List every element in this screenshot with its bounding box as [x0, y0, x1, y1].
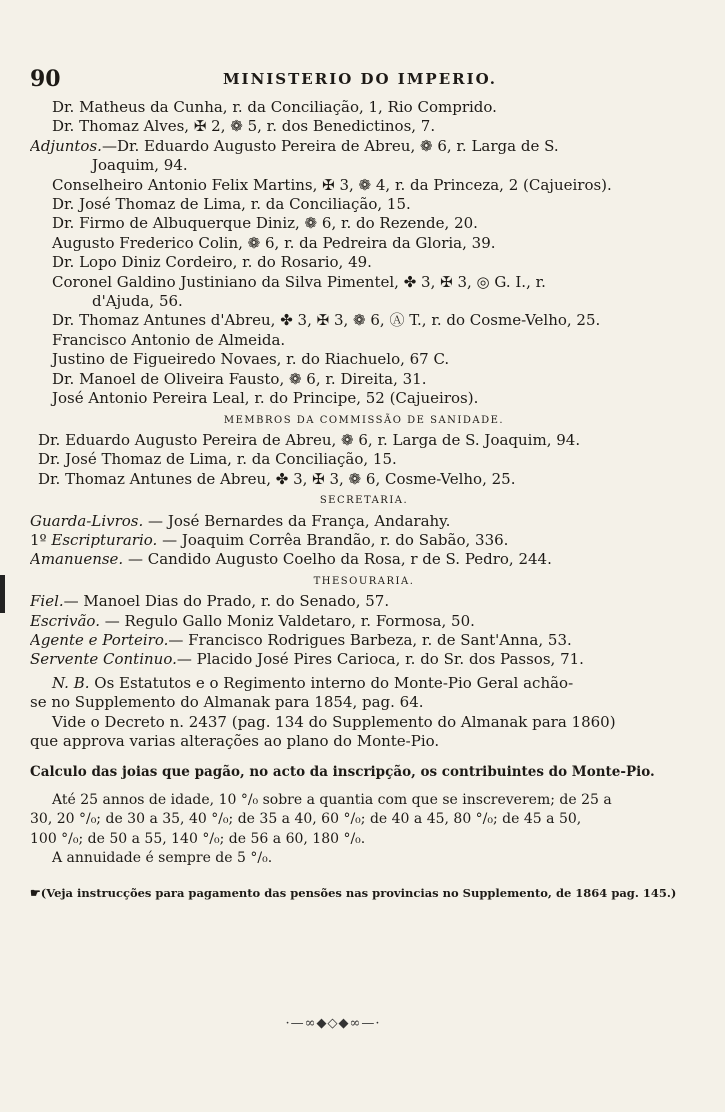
entry-line: Dr. Lopo Diniz Cordeiro, r. do Rosario, 49. — [52, 253, 372, 272]
section-heading-membros: MEMBROS DA COMMISSÃO DE SANIDADE. — [223, 414, 505, 426]
adjuntos-text: —Dr. Eduardo Augusto Pereira de Abreu, ❁ 6, r. Larga de S. — [101, 136, 559, 155]
calculo-line: Até 25 annos de idade, 10 °/₀ sobre a quantia com que se inscreverem; de 25 a — [52, 791, 612, 808]
nb-line: Vide o Decreto n. 2437 (pag. 134 do Supplemento do Almanak para 1860) — [52, 712, 616, 731]
entry-continuation: d'Ajuda, 56. — [92, 292, 183, 311]
entry-line: Dr. Manoel de Oliveira Fausto, ❁ 6, r. Direita, 31. — [52, 369, 427, 388]
secretaria-line — [30, 550, 698, 569]
footnote-text: (Veja instrucções para pagamento das pensões nas provincias no Supplemento, de 1864 pag. 145.) — [40, 886, 677, 901]
page-number: 90 — [30, 66, 61, 92]
role-label: Agente e Porteiro. — [30, 630, 169, 649]
role-label: Fiel. — [30, 592, 64, 611]
calculo-line: 100 °/₀; de 50 a 55, 140 °/₀; de 56 a 60, 180 °/₀. — [30, 830, 366, 847]
nb-text: Os Estatutos e o Regimento interno do Monte-Pio Geral achão- — [89, 673, 574, 692]
role-text: — Joaquim Corrêa Brandão, r. do Sabão, 336. — [157, 530, 509, 549]
role-text: — Manoel Dias do Prado, r. do Senado, 57. — [63, 592, 390, 611]
page-header — [30, 66, 690, 94]
calculo-line: A annuidade é sempre de 5 °/₀. — [52, 850, 273, 867]
entry-continuation: Joaquim, 94. — [92, 156, 188, 175]
nb-label: N. B. — [52, 673, 90, 692]
nb-paragraph — [30, 674, 698, 752]
entry-line: Conselheiro Antonio Felix Martins, ✠ 3, ❁ 4, r. da Princeza, 2 (Cajueiros). — [52, 175, 612, 194]
nb-line: que approva varias alterações ao plano do Monte-Pio. — [30, 732, 440, 750]
page-edge-mark — [0, 575, 5, 613]
role-label: Escrivão. — [30, 611, 100, 630]
role-label: Servente Continuo. — [30, 650, 177, 669]
membro-line: Dr. Eduardo Augusto Pereira de Abreu, ❁ 6, r. Larga de S. Joaquim, 94. — [38, 430, 581, 449]
role-text: — Regulo Gallo Moniz Valdetaro, r. Formosa, 50. — [99, 611, 475, 630]
section-heading-thesouraria: THESOURARIA. — [313, 575, 415, 587]
adjuntos-line — [30, 137, 698, 156]
calculo-line: 30, 20 °/₀; de 30 a 35, 40 °/₀; de 35 a 40, 60 °/₀; de 40 a 45, 80 °/₀; de 45 a 50, — [30, 811, 582, 828]
nb-line — [30, 674, 698, 693]
running-title: MINISTERIO DO IMPERIO. — [222, 70, 498, 88]
role-label: Guarda-Livros. — [30, 511, 144, 530]
adjuntos-label: Adjuntos. — [30, 136, 102, 155]
section-heading-secretaria: SECRETARIA. — [319, 495, 409, 507]
secretaria-line — [30, 531, 698, 550]
entry-line: Justino de Figueiredo Novaes, r. do Riachuelo, 67 C. — [52, 350, 450, 369]
entry-line: Francisco Antonio de Almeida. — [52, 330, 286, 349]
thesouraria-line — [30, 612, 698, 631]
pointing-hand-icon: ☛ — [30, 886, 41, 901]
role-text: — Placido José Pires Carioca, r. do Sr. dos Passos, 71. — [176, 650, 584, 669]
entry-line: Dr. Thomaz Antunes d'Abreu, ✤ 3, ✠ 3, ❁ 6, Ⓐ T., r. do Cosme-Velho, 25. — [52, 311, 601, 330]
role-label: Amanuense. — [30, 550, 124, 569]
role-prefix: 1º — [30, 530, 52, 549]
calculo-paragraph — [30, 791, 698, 869]
calculo-title: Calculo das joias que pagão, no acto da inscripção, os contribuintes do Monte-Pio. — [30, 764, 655, 781]
role-text: — José Bernardes da França, Andarahy. — [143, 511, 451, 530]
thesouraria-line — [30, 650, 698, 669]
entry-line: Coronel Galdino Justiniano da Silva Pimentel, ✤ 3, ✠ 3, ◎ G. I., r. — [52, 272, 546, 291]
role-text: — Candido Augusto Coelho da Rosa, r de S. Pedro, 244. — [123, 550, 552, 569]
page-content — [30, 98, 698, 904]
membro-line: Dr. José Thomaz de Lima, r. da Conciliação, 15. — [38, 450, 397, 469]
footnote — [30, 884, 698, 903]
entry-line: Dr. Firmo de Albuquerque Diniz, ❁ 6, r. do Rezende, 20. — [52, 214, 478, 233]
nb-line: se no Supplemento do Almanak para 1854, pag. 64. — [30, 693, 424, 712]
entry-line: Dr. Thomaz Alves, ✠ 2, ❁ 5, r. dos Benedictinos, 7. — [52, 117, 436, 136]
role-label: Escripturario. — [51, 530, 158, 549]
thesouraria-line — [30, 631, 698, 650]
entry-line: José Antonio Pereira Leal, r. do Principe, 52 (Cajueiros). — [52, 389, 479, 408]
secretaria-line — [30, 512, 698, 531]
entry-line: Dr. Matheus da Cunha, r. da Conciliação, 1, Rio Comprido. — [52, 98, 497, 116]
entry-line: Dr. José Thomaz de Lima, r. da Conciliação, 15. — [52, 195, 411, 214]
thesouraria-line — [30, 592, 698, 611]
membro-line: Dr. Thomaz Antunes de Abreu, ✤ 3, ✠ 3, ❁ 6, Cosme-Velho, 25. — [38, 469, 516, 488]
ornament-rule: ·—∞◆◇◆∞—· — [285, 1016, 381, 1031]
role-text: — Francisco Rodrigues Barbeza, r. de Sant'Anna, 53. — [168, 630, 572, 649]
entry-line: Augusto Frederico Colin, ❁ 6, r. da Pedreira da Gloria, 39. — [52, 233, 496, 252]
